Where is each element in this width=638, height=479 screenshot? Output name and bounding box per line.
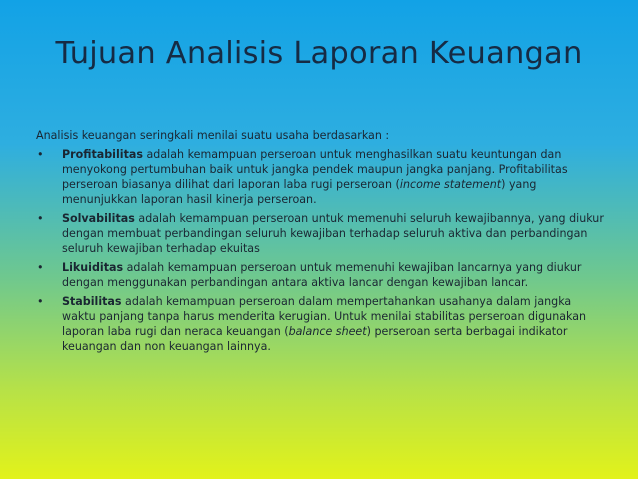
definition-text: adalah kemampuan perseroan untuk menghasilkan suatu keuntungan dan menyokong pertumbuhan baik untuk jangka pendek maupun jangka panjang. Profitabilitas perseroan biasanya dilihat dari laporan laba rugi perseroan ( — [62, 148, 568, 191]
definition-text: adalah kemampuan perseroan dalam mempertahankan usahanya dalam jangka waktu panjang tanpa harus menderita kerugian. Untuk menilai stabilitas perseroan digunakan laporan laba rugi dan neraca keuangan ( — [62, 295, 587, 338]
term-profitabilitas: Profitabilitas — [62, 148, 143, 161]
list-item-profitabilitas — [36, 147, 608, 207]
definition-text-end: ) yang menunjukkan laporan hasil kinerja perseroan. — [62, 178, 537, 206]
term-likuiditas: Likuiditas — [62, 261, 124, 274]
list-item-likuiditas — [36, 260, 608, 290]
term-stabilitas: Stabilitas — [62, 295, 122, 308]
bullet-icon: • — [37, 148, 44, 161]
bullet-icon: • — [37, 261, 44, 274]
definition-text: adalah kemampuan perseroan untuk memenuhi kewajiban lancarnya yang diukur dengan menggunakan perbandingan antara aktiva lancar dengan kewajiban lancar. — [62, 261, 582, 289]
definition-text-end: ) perseroan serta berbagai indikator keuangan dan non keuangan lainnya. — [62, 325, 568, 353]
term-solvabilitas: Solvabilitas — [62, 212, 135, 225]
definition-text: adalah kemampuan perseroan untuk memenuhi seluruh kewajibannya, yang diukur dengan membuat perbandingan seluruh kewajiban terhadap seluruh aktiva dan perbandingan seluruh kewajiban terhadap ekuitas — [62, 212, 604, 255]
term-balance-sheet: balance sheet — [288, 325, 367, 338]
term-income-statement: income statement — [399, 178, 502, 191]
bullet-icon: • — [37, 295, 44, 308]
list-item-solvabilitas — [36, 211, 608, 256]
slide-title: Tujuan Analisis Laporan Keuangan — [55, 36, 583, 71]
bullet-list — [36, 147, 608, 354]
list-item-stabilitas — [36, 294, 608, 354]
intro-text: Analisis keuangan seringkali menilai suatu usaha berdasarkan : — [36, 129, 390, 142]
slide-body — [36, 128, 608, 358]
bullet-icon: • — [37, 212, 44, 225]
